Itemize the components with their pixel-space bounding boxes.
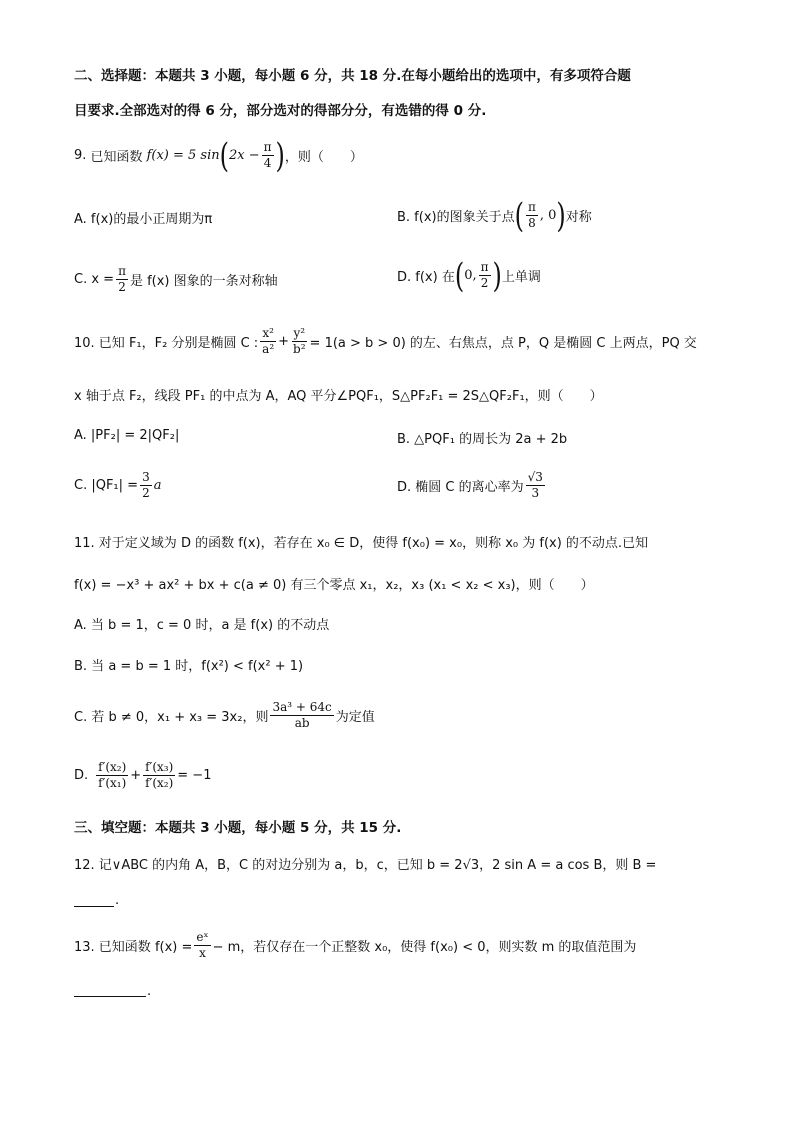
question-lead: 已知函数 <box>90 150 143 165</box>
q10-option-b[interactable]: B. △PQF₁ 的周长为 2a + 2b <box>397 432 568 447</box>
section2-header-line2: 目要求.全部选对的得 6 分，部分选对的得部分分，有选错的得 0 分. <box>74 103 487 119</box>
section3-header: 三、填空题：本题共 3 小题，每小题 5 分，共 15 分. <box>74 820 402 836</box>
blank-period: . <box>147 984 152 999</box>
question-13-stem: 13. 已知函数 f(x) = $\frac{\text{eˣ}}{x}$ − m，若仅存在一个正整数 x₀，使得 f(x₀) < 0，则实数 m 的取值范围为 <box>74 930 637 960</box>
argument-prefix: 2x − <box>229 148 260 163</box>
q9-option-d[interactable]: D. f(x) 在 ( 0, $\frac{\pi}{2}$ ) 上单调 <box>397 255 541 296</box>
question-11-stem-line1: 11. 对于定义域为 D 的函数 f(x)，若存在 x₀ ∈ D，使得 f(x₀) = x₀，则称 x₀ 为 f(x) 的不动点.已知 <box>74 536 649 551</box>
question-number: 9. <box>74 148 87 163</box>
q9-option-a[interactable]: A. f(x)的最小正周期为π <box>74 212 213 227</box>
fraction-pi-over-4: $\frac{\pi}{4}$ <box>263 140 272 170</box>
question-12-stem: 12. 记∨ABC 的内角 A，B，C 的对边分别为 a，b，c，已知 b = 2√3，2 sin A = a cos B，则 B = <box>74 858 657 873</box>
q11-option-d[interactable]: D. $\frac{\text{f′(x₂)}}{\text{f′(x₁)}}$ + $\frac{\text{f′(x₃)}}{\text{f′(x₂)}}$ = −1 <box>74 760 212 790</box>
q10-option-a[interactable]: A. |PF₂| = 2|QF₂| <box>74 428 180 443</box>
q10-option-d[interactable]: D. 椭圆 C 的离心率为 $\frac{√3}{3}$ <box>397 470 543 500</box>
question-10-stem-line1: 10. 已知 F₁，F₂ 分别是椭圆 C : $\frac{\text{x²}}{\text{a²}}$ + $\frac{\text{y²}}{\text{b²}}$ = 1(a > b > 0) 的左、右焦点，点 P，Q 是椭圆 C 上两点，PQ 交 <box>74 326 697 356</box>
function-lhs: f(x) = 5 sin <box>146 148 220 163</box>
fraction-pi-over-8: $\frac{\pi}{8}$ <box>527 200 536 230</box>
q9-option-b[interactable]: B. f(x)的图象关于点 ( $\frac{\pi}{8}$ , 0 ) 对称 <box>397 195 592 236</box>
fraction-x2-over-a2: $\frac{\text{x²}}{\text{a²}}$ <box>262 326 275 356</box>
answer-blank-13[interactable] <box>74 996 146 997</box>
fraction-sqrt3-over-3: $\frac{√3}{3}$ <box>527 470 543 500</box>
fraction-3-over-2: $\frac{3}{2}$ <box>142 470 150 500</box>
q11-option-a[interactable]: A. 当 b = 1，c = 0 时，a 是 f(x) 的不动点 <box>74 618 330 633</box>
question-9-stem: 9. 已知函数 f(x) = 5 sin ( 2x − $\frac{\pi}{4}$ ) ，则（ ） <box>74 135 363 176</box>
fraction-pi-over-2: $\frac{\pi}{2}$ <box>118 264 126 294</box>
q11-option-c[interactable]: C. 若 b ≠ 0，x₁ + x₃ = 3x₂，则 $\frac{\text{3a³ + 64c}}{ab}$ 为定值 <box>74 700 375 730</box>
question-11-stem-line2: f(x) = −x³ + ax² + bx + c(a ≠ 0) 有三个零点 x₁，x₂，x₃ (x₁ < x₂ < x₃)，则（ ） <box>74 578 594 593</box>
q11-option-b[interactable]: B. 当 a = b = 1 时，f(x²) < f(x² + 1) <box>74 659 304 674</box>
q9-option-c[interactable]: C. x = $\frac{\pi}{2}$ 是 f(x) 图象的一条对称轴 <box>74 264 278 294</box>
fraction-fx3-over-fx2: $\frac{\text{f′(x₃)}}{\text{f′(x₂)}}$ <box>145 760 174 790</box>
q10-option-c[interactable]: C. |QF₁| = $\frac{3}{2}$ a <box>74 470 162 500</box>
question-10-stem-line2: x 轴于点 F₂，线段 PF₁ 的中点为 A，AQ 平分∠PQF₁，S△PF₂F₁ = 2S△QF₂F₁，则（ ） <box>74 389 603 404</box>
question-tail: ，则（ ） <box>284 150 363 165</box>
fraction-ex-over-x: $\frac{\text{eˣ}}{x}$ <box>196 930 209 960</box>
answer-blank-12[interactable] <box>74 906 114 907</box>
fraction-fx2-over-fx1: $\frac{\text{f′(x₂)}}{\text{f′(x₁)}}$ <box>98 760 127 790</box>
fraction-3a3-64c-over-ab: $\frac{\text{3a³ + 64c}}{ab}$ <box>272 700 332 730</box>
blank-period: . <box>115 893 120 908</box>
section2-header-line1: 二、选择题：本题共 3 小题，每小题 6 分，共 18 分.在每小题给出的选项中，有多项符合题 <box>74 68 631 84</box>
fraction-pi-over-2: $\frac{\pi}{2}$ <box>480 260 489 290</box>
fraction-y2-over-b2: $\frac{\text{y²}}{\text{b²}}$ <box>293 326 306 356</box>
